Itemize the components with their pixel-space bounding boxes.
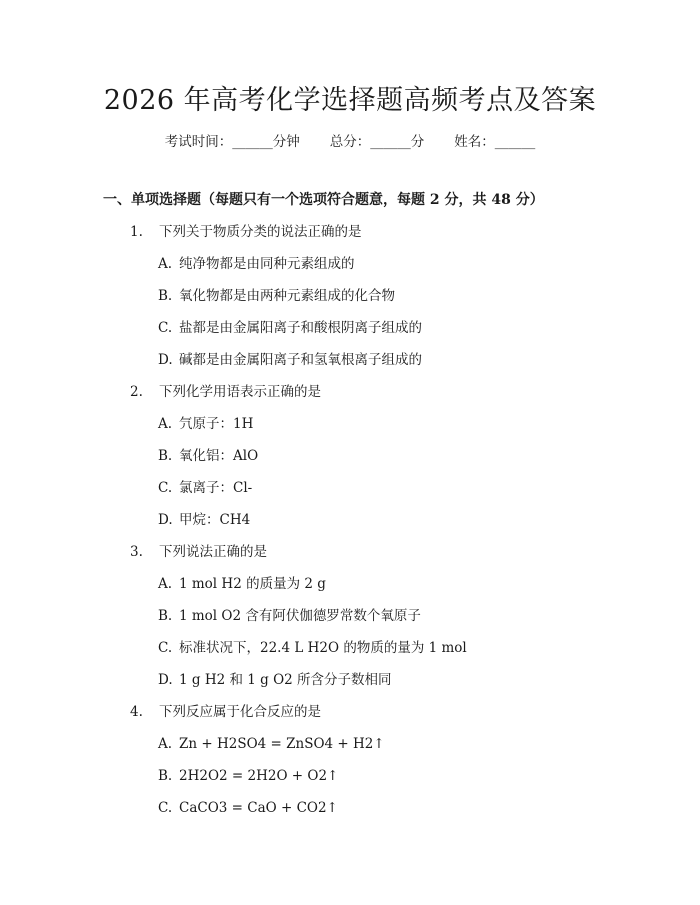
option-d — [0, 670, 700, 702]
option-letter: C. — [158, 640, 173, 656]
option-b — [0, 766, 700, 798]
option-a — [0, 574, 700, 606]
option-letter: B. — [158, 448, 173, 464]
option-text: 氧化物都是由两种元素组成的化合物 — [179, 288, 395, 304]
option-letter: A. — [158, 256, 173, 272]
option-d — [0, 510, 700, 542]
option-a — [0, 734, 700, 766]
question-3 — [0, 542, 700, 702]
exam-time-field: 考试时间：______分钟 — [164, 134, 300, 150]
question-text: 下列关于物质分类的说法正确的是 — [159, 224, 362, 240]
option-b — [0, 446, 700, 478]
option-letter: A. — [158, 416, 173, 432]
option-text: 1 mol O2 含有阿伏伽德罗常数个氧原子 — [179, 608, 421, 624]
option-d — [0, 350, 700, 382]
option-text: 2H2O2 = 2H2O + O2↑ — [179, 768, 339, 784]
question-stem — [0, 222, 700, 254]
option-letter: D. — [158, 352, 173, 368]
option-list — [0, 254, 700, 382]
option-letter: B. — [158, 608, 173, 624]
option-b — [0, 606, 700, 638]
question-stem — [0, 702, 700, 734]
question-1 — [0, 222, 700, 382]
question-text: 下列反应属于化合反应的是 — [159, 704, 321, 720]
student-name-field: 姓名：______ — [454, 134, 536, 150]
option-c — [0, 638, 700, 670]
option-list — [0, 414, 700, 542]
option-text: 盐都是由金属阳离子和酸根阴离子组成的 — [179, 320, 422, 336]
option-letter: A. — [158, 736, 173, 752]
total-score-field: 总分：______分 — [329, 134, 425, 150]
option-list — [0, 734, 700, 830]
option-letter: D. — [158, 672, 173, 688]
option-c — [0, 318, 700, 350]
option-c — [0, 478, 700, 510]
option-letter: B. — [158, 768, 173, 784]
option-text: 碱都是由金属阳离子和氢氧根离子组成的 — [179, 352, 422, 368]
option-b — [0, 286, 700, 318]
question-2 — [0, 382, 700, 542]
question-text: 下列化学用语表示正确的是 — [159, 384, 321, 400]
question-4 — [0, 702, 700, 830]
option-text: 纯净物都是由同种元素组成的 — [179, 256, 355, 272]
option-text: 氧化铝：AlO — [179, 448, 259, 464]
question-number: 3. — [130, 544, 143, 560]
option-a — [0, 254, 700, 286]
option-letter: C. — [158, 320, 173, 336]
option-text: 1 mol H2 的质量为 2 g — [179, 576, 326, 592]
question-text: 下列说法正确的是 — [159, 544, 267, 560]
option-text: 甲烷：CH4 — [179, 512, 251, 528]
option-letter: A. — [158, 576, 173, 592]
question-stem — [0, 382, 700, 414]
question-number: 4. — [130, 704, 143, 720]
option-a — [0, 414, 700, 446]
option-text: Zn + H2SO4 = ZnSO4 + H2↑ — [179, 736, 385, 752]
option-text: 氕原子：1H — [179, 416, 254, 432]
question-stem — [0, 542, 700, 574]
exam-info-line — [0, 133, 700, 151]
option-c — [0, 798, 700, 830]
question-number: 2. — [130, 384, 143, 400]
option-letter: D. — [158, 512, 173, 528]
option-text: 1 g H2 和 1 g O2 所含分子数相同 — [179, 672, 392, 688]
option-letter: C. — [158, 800, 173, 816]
option-text: 氯离子：Cl- — [179, 480, 253, 496]
question-number: 1. — [130, 224, 143, 240]
option-text: CaCO3 = CaO + CO2↑ — [179, 800, 338, 816]
option-text: 标准状况下，22.4 L H2O 的物质的量为 1 mol — [179, 640, 467, 656]
option-letter: B. — [158, 288, 173, 304]
question-list — [0, 222, 700, 830]
option-list — [0, 574, 700, 702]
option-letter: C. — [158, 480, 173, 496]
section-heading: 一、单项选择题（每题只有一个选项符合题意，每题 2 分，共 48 分） — [103, 192, 544, 208]
document-title: 2026 年高考化学选择题高频考点及答案 — [103, 85, 597, 116]
